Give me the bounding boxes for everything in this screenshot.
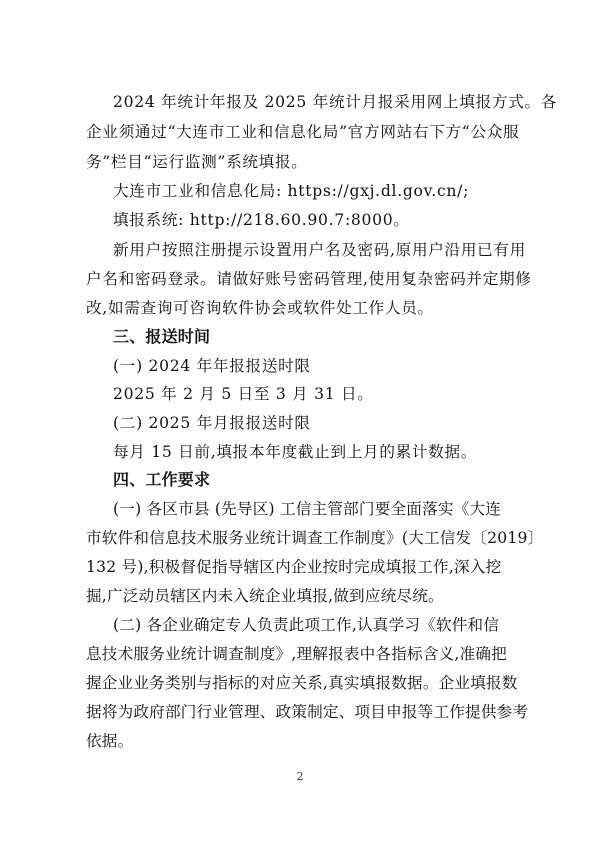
monthly-report-deadline-text: 每月 15 日前,填报本年度截止到上月的累计数据。 (113, 443, 478, 461)
bureau-website-line: 大连市工业和信息化局: https://gxj.dl.gov.cn/; (113, 182, 470, 200)
requirement-2-line-1: (二) 各企业确定专人负责此项工作,认真学习《软件和信 (113, 616, 500, 634)
reporting-system-url-line: 填报系统: http://218.60.90.7:8000。 (113, 211, 410, 229)
annual-report-deadline-label: (一) 2024 年年报报送时限 (113, 357, 311, 375)
annual-report-period: 2025 年 2 月 5 日至 3 月 31 日。 (113, 385, 374, 403)
online-reporting-text-line-1: 2024 年统计年报及 2025 年统计月报采用网上填报方式。各 (113, 93, 558, 111)
requirement-1-line-1: (一) 各区市县 (先导区) 工信主管部门要全面落实《大连 (113, 500, 502, 518)
account-text-line-3: 改,如需查询可咨询软件协会或软件处工作人员。 (86, 299, 434, 317)
monthly-report-deadline-label: (二) 2025 年月报报送时限 (113, 414, 311, 432)
requirement-1-line-2: 市软件和信息技术服务业统计调查工作制度》(大工信发〔2019〕 (86, 529, 544, 547)
account-text-line-1: 新用户按照注册提示设置用户名及密码,原用户沿用已有用 (113, 241, 527, 259)
requirement-2-line-5: 依据。 (86, 732, 134, 750)
account-text-line-2: 户名和密码登录。请做好账号密码管理,使用复杂密码并定期修 (86, 270, 532, 288)
requirement-1-line-3: 132 号),积极督促指导辖区内企业按时完成填报工作,深入挖 (86, 558, 502, 576)
requirement-1-line-4: 掘,广泛动员辖区内未入统企业填报,做到应统尽统。 (86, 587, 444, 605)
section-4-heading: 四、工作要求 (113, 470, 211, 489)
requirement-2-line-2: 息技术服务业统计调查制度》,理解报表中各指标含义,准确把 (86, 645, 507, 663)
online-reporting-text-line-2: 企业须通过“大连市工业和信息化局”官方网站右下方“公众服 (86, 123, 520, 141)
requirement-2-line-4: 据将为政府部门行业管理、政策制定、项目申报等工作提供参考 (86, 703, 529, 721)
page-number: 2 (296, 770, 304, 783)
requirement-2-line-3: 握企业业务类别与指标的对应关系,真实填报数据。企业填报数 (86, 674, 518, 692)
section-3-heading: 三、报送时间 (113, 327, 211, 346)
online-reporting-text-line-3: 务”栏目“运行监测”系统填报。 (86, 153, 308, 171)
